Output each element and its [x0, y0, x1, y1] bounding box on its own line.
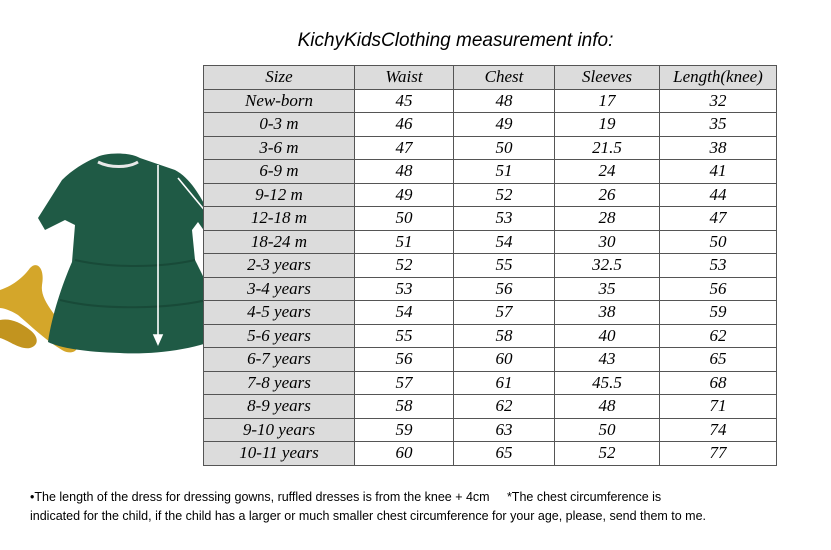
cell-size: 2-3 years	[204, 254, 355, 278]
cell-size: 6-9 m	[204, 160, 355, 184]
cell-chest: 60	[454, 348, 555, 372]
header-chest: Chest	[454, 66, 555, 90]
cell-length: 62	[660, 324, 777, 348]
cell-waist: 52	[355, 254, 454, 278]
cell-sleeves: 50	[555, 418, 660, 442]
cell-sleeves: 30	[555, 230, 660, 254]
table-row	[204, 395, 777, 419]
cell-chest: 53	[454, 207, 555, 231]
footnotes	[30, 488, 810, 526]
cell-size: 10-11 years	[204, 442, 355, 466]
table-row	[204, 301, 777, 325]
cell-chest: 51	[454, 160, 555, 184]
cell-sleeves: 24	[555, 160, 660, 184]
cell-chest: 58	[454, 324, 555, 348]
cell-length: 71	[660, 395, 777, 419]
cell-length: 32	[660, 89, 777, 113]
table-row	[204, 183, 777, 207]
cell-waist: 55	[355, 324, 454, 348]
cell-size: 9-10 years	[204, 418, 355, 442]
table-row	[204, 136, 777, 160]
table-row	[204, 418, 777, 442]
cell-size: 7-8 years	[204, 371, 355, 395]
table-row	[204, 254, 777, 278]
table-row	[204, 89, 777, 113]
cell-size: 9-12 m	[204, 183, 355, 207]
cell-length: 47	[660, 207, 777, 231]
cell-sleeves: 28	[555, 207, 660, 231]
cell-chest: 55	[454, 254, 555, 278]
cell-length: 35	[660, 113, 777, 137]
header-length: Length(knee)	[660, 66, 777, 90]
cell-chest: 57	[454, 301, 555, 325]
table-row	[204, 230, 777, 254]
cell-chest: 49	[454, 113, 555, 137]
cell-chest: 50	[454, 136, 555, 160]
cell-length: 74	[660, 418, 777, 442]
header-sleeves: Sleeves	[555, 66, 660, 90]
cell-size: 18-24 m	[204, 230, 355, 254]
table-row	[204, 442, 777, 466]
cell-sleeves: 52	[555, 442, 660, 466]
table-row	[204, 277, 777, 301]
cell-length: 50	[660, 230, 777, 254]
cell-waist: 59	[355, 418, 454, 442]
cell-sleeves: 26	[555, 183, 660, 207]
cell-size: 3-4 years	[204, 277, 355, 301]
cell-chest: 54	[454, 230, 555, 254]
cell-waist: 48	[355, 160, 454, 184]
table-row	[204, 113, 777, 137]
cell-waist: 56	[355, 348, 454, 372]
cell-size: New-born	[204, 89, 355, 113]
table-row	[204, 348, 777, 372]
cell-sleeves: 38	[555, 301, 660, 325]
cell-chest: 48	[454, 89, 555, 113]
cell-waist: 53	[355, 277, 454, 301]
cell-chest: 63	[454, 418, 555, 442]
cell-sleeves: 32.5	[555, 254, 660, 278]
cell-length: 77	[660, 442, 777, 466]
cell-sleeves: 45.5	[555, 371, 660, 395]
cell-length: 44	[660, 183, 777, 207]
cell-size: 0-3 m	[204, 113, 355, 137]
cell-size: 4-5 years	[204, 301, 355, 325]
cell-length: 38	[660, 136, 777, 160]
cell-sleeves: 43	[555, 348, 660, 372]
cell-waist: 46	[355, 113, 454, 137]
cell-waist: 50	[355, 207, 454, 231]
footnote-line-2: indicated for the child, if the child has a larger or much smaller chest circumference for your age, please, send them to me.	[30, 509, 707, 523]
dress-shape	[38, 154, 225, 354]
cell-length: 41	[660, 160, 777, 184]
cell-waist: 60	[355, 442, 454, 466]
cell-sleeves: 17	[555, 89, 660, 113]
cell-waist: 45	[355, 89, 454, 113]
footnote-line-1: •The length of the dress for dressing gowns, ruffled dresses is from the knee + 4cm *The chest circumference is	[30, 490, 662, 504]
cell-size: 3-6 m	[204, 136, 355, 160]
cell-sleeves: 21.5	[555, 136, 660, 160]
cell-size: 8-9 years	[204, 395, 355, 419]
cell-size: 12-18 m	[204, 207, 355, 231]
cell-waist: 49	[355, 183, 454, 207]
page-title: KichyKidsClothing measurement info:	[297, 30, 614, 51]
cell-sleeves: 35	[555, 277, 660, 301]
header-size: Size	[204, 66, 355, 90]
cell-sleeves: 40	[555, 324, 660, 348]
cell-waist: 54	[355, 301, 454, 325]
cell-waist: 57	[355, 371, 454, 395]
cell-sleeves: 19	[555, 113, 660, 137]
cell-sleeves: 48	[555, 395, 660, 419]
header-waist: Waist	[355, 66, 454, 90]
measurement-table	[203, 65, 777, 466]
cell-size: 6-7 years	[204, 348, 355, 372]
cell-waist: 51	[355, 230, 454, 254]
cell-chest: 52	[454, 183, 555, 207]
cell-length: 59	[660, 301, 777, 325]
cell-length: 53	[660, 254, 777, 278]
table-row	[204, 207, 777, 231]
cell-waist: 47	[355, 136, 454, 160]
cell-waist: 58	[355, 395, 454, 419]
cell-length: 65	[660, 348, 777, 372]
cell-chest: 62	[454, 395, 555, 419]
table-row	[204, 324, 777, 348]
cell-size: 5-6 years	[204, 324, 355, 348]
cell-chest: 56	[454, 277, 555, 301]
table-row	[204, 160, 777, 184]
cell-length: 56	[660, 277, 777, 301]
table-row	[204, 371, 777, 395]
cell-length: 68	[660, 371, 777, 395]
cell-chest: 65	[454, 442, 555, 466]
cell-chest: 61	[454, 371, 555, 395]
table-header-row	[204, 66, 777, 90]
